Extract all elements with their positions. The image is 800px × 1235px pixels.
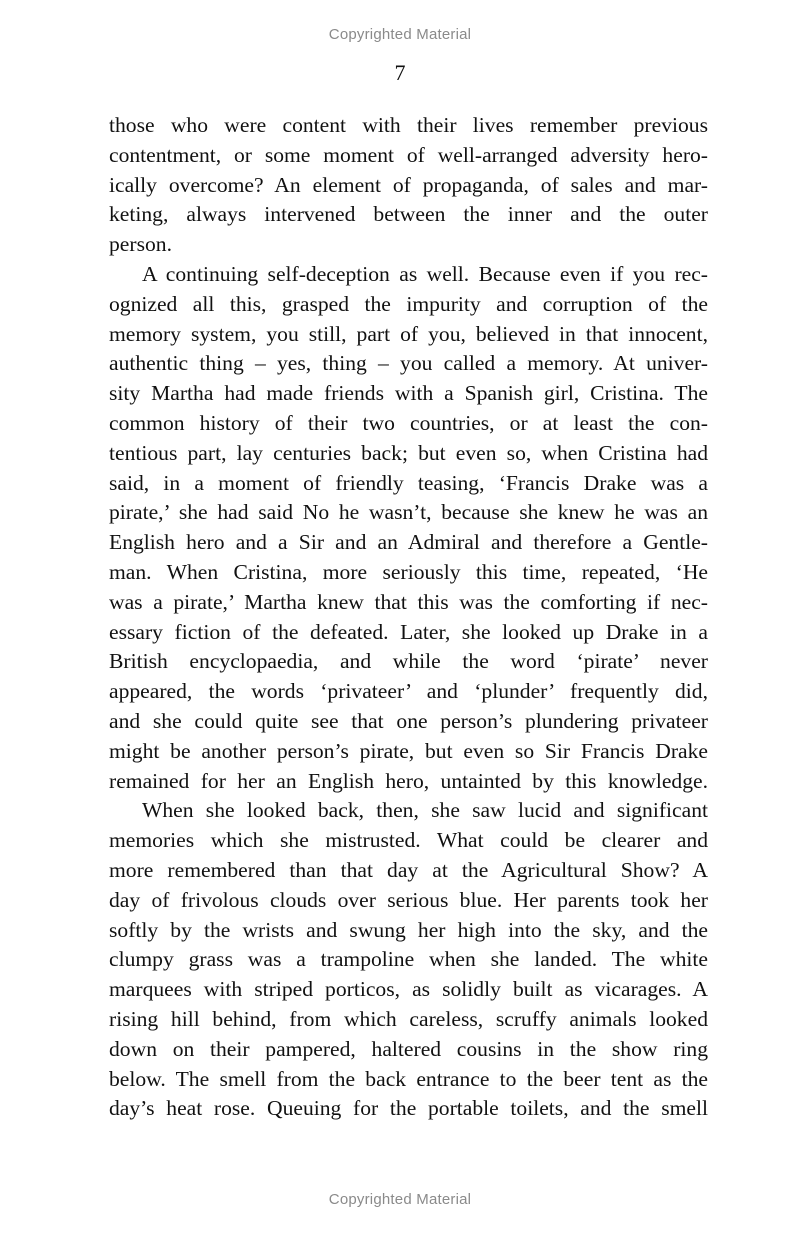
text-line: and she could quite see that one person’s plundering privateer bbox=[109, 708, 708, 733]
text-line: essary fiction of the defeated. Later, she looked up Drake in a bbox=[109, 619, 708, 644]
text-line: said, in a moment of friendly teasing, ‘Francis Drake was a bbox=[109, 470, 708, 495]
text-line: sity Martha had made friends with a Spanish girl, Cristina. The bbox=[109, 381, 708, 406]
text-line: day’s heat rose. Queuing for the portable toilets, and the smell bbox=[109, 1096, 708, 1121]
text-line: softly by the wrists and swung her high into the sky, and the bbox=[109, 917, 708, 942]
text-line: tentious part, lay centuries back; but even so, when Cristina had bbox=[109, 440, 708, 465]
text-line: down on their pampered, haltered cousins in the show ring bbox=[109, 1036, 708, 1061]
text-line: ically overcome? An element of propaganda, of sales and mar- bbox=[109, 172, 708, 197]
text-line: those who were content with their lives remember previous bbox=[109, 113, 708, 137]
page-number: 7 bbox=[394, 60, 406, 85]
text-line: below. The smell from the back entrance to the beer tent as the bbox=[109, 1066, 708, 1091]
text-line: was a pirate,’ Martha knew that this was the comforting if nec- bbox=[109, 589, 708, 614]
text-line: day of frivolous clouds over serious blue. Her parents took her bbox=[109, 887, 708, 912]
text-line: ognized all this, grasped the impurity and corruption of the bbox=[109, 291, 708, 316]
text-line: British encyclopaedia, and while the word ‘pirate’ never bbox=[109, 649, 708, 674]
body-text bbox=[109, 111, 708, 1124]
text-line: person. bbox=[109, 232, 172, 257]
text-line: keting, always intervened between the inner and the outer bbox=[109, 202, 708, 227]
text-line: might be another person’s pirate, but even so Sir Francis Drake bbox=[109, 738, 708, 763]
text-line: more remembered than that day at the Agricultural Show? A bbox=[109, 857, 708, 882]
text-line: English hero and a Sir and an Admiral and therefore a Gentle- bbox=[109, 530, 708, 555]
text-line: When she looked back, then, she saw lucid and significant bbox=[142, 798, 708, 823]
text-line: pirate,’ she had said No he wasn’t, because she knew he was an bbox=[109, 500, 708, 525]
copyright-watermark-top: Copyrighted Material bbox=[328, 26, 472, 43]
text-line: rising hill behind, from which careless, scruffy animals looked bbox=[109, 1006, 708, 1031]
text-line: A continuing self-deception as well. Because even if you rec- bbox=[142, 261, 708, 286]
text-line: memory system, you still, part of you, believed in that innocent, bbox=[109, 321, 708, 346]
text-line: marquees with striped porticos, as solidly built as vicarages. A bbox=[109, 977, 708, 1002]
text-line: authentic thing – yes, thing – you called a memory. At univer- bbox=[109, 351, 708, 376]
text-line: man. When Cristina, more seriously this time, repeated, ‘He bbox=[109, 559, 708, 584]
text-line: appeared, the words ‘privateer’ and ‘plunder’ frequently did, bbox=[109, 679, 708, 704]
copyright-watermark-bottom: Copyrighted Material bbox=[328, 1191, 472, 1208]
text-line: contentment, or some moment of well-arranged adversity hero- bbox=[109, 142, 708, 167]
text-line: common history of their two countries, or at least the con- bbox=[109, 410, 708, 435]
text-line: clumpy grass was a trampoline when she landed. The white bbox=[109, 947, 708, 972]
text-line: memories which she mistrusted. What could be clearer and bbox=[109, 828, 708, 853]
text-line: remained for her an English hero, untainted by this knowledge. bbox=[109, 768, 708, 793]
